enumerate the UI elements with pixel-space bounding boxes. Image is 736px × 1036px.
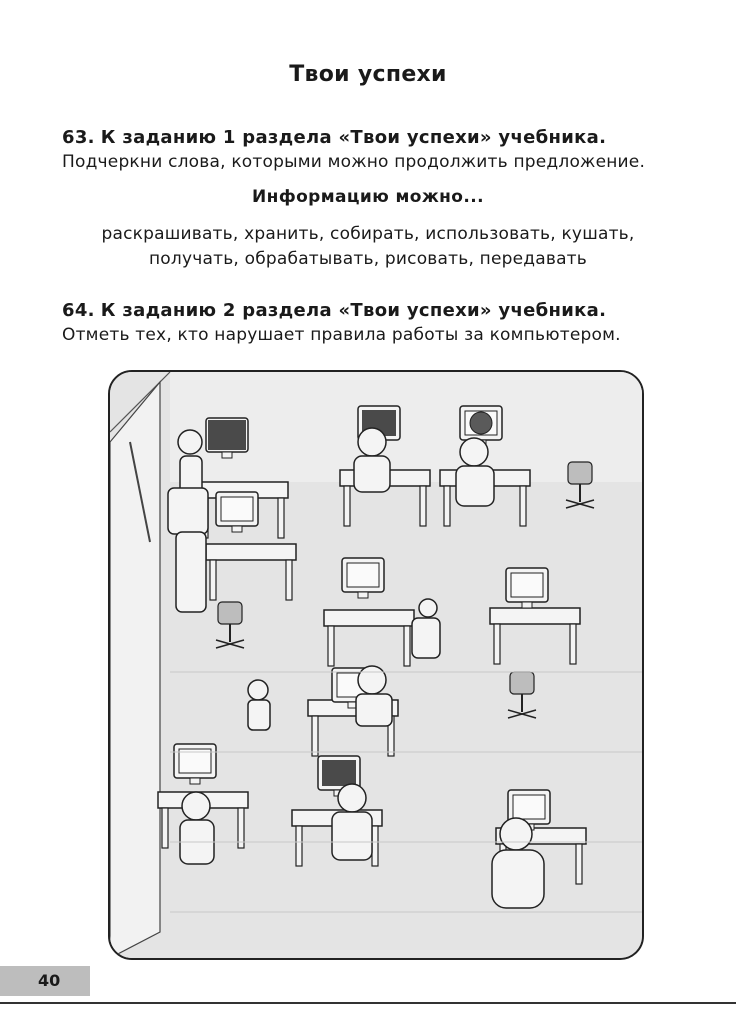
task-63-subheading: Информацию можно... [252, 187, 484, 207]
classroom-illustration [108, 370, 644, 960]
page-title: Твои успехи [289, 62, 447, 87]
page-number: 40 [38, 971, 61, 990]
task-63-number: 63. [62, 127, 95, 148]
word-choices [40, 222, 696, 272]
task-64-number: 64. [62, 300, 95, 321]
task-63 [62, 127, 702, 172]
task-64-heading [62, 300, 702, 321]
word-choices-line-1: раскрашивать, хранить, собирать, использовать, кушать, [101, 224, 635, 244]
bottom-rule [0, 1002, 736, 1004]
task-63-instruction: Подчеркни слова, которыми можно продолжить предложение. [62, 152, 646, 172]
task-63-title: К заданию 1 раздела «Твои успехи» учебника. [100, 127, 607, 148]
task-63-heading [62, 127, 702, 148]
task-64-title: К заданию 2 раздела «Твои успехи» учебника. [100, 300, 607, 321]
task-64-instruction: Отметь тех, кто нарушает правила работы за компьютером. [62, 325, 621, 345]
task-64 [62, 300, 702, 345]
word-choices-line-2: получать, обрабатывать, рисовать, передавать [148, 249, 588, 269]
